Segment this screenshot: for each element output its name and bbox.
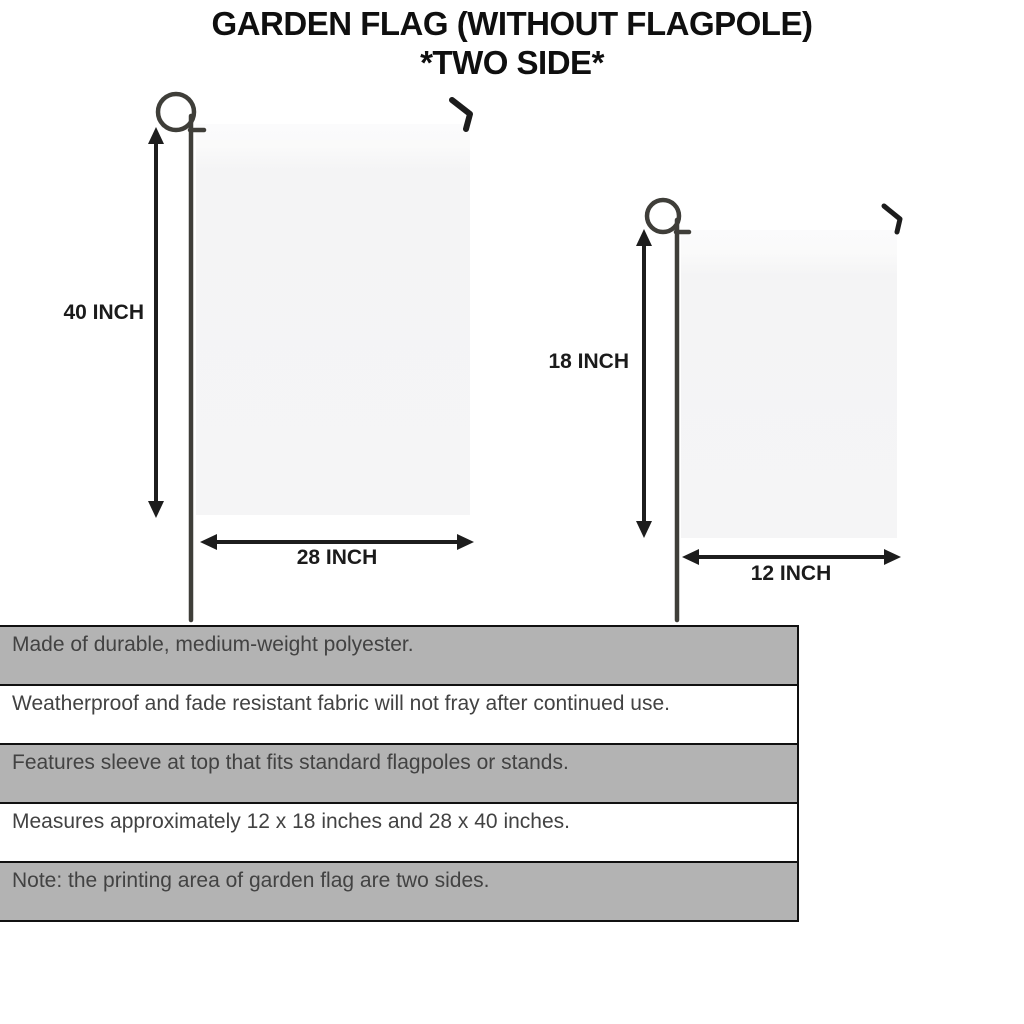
page-title-line1: GARDEN FLAG (WITHOUT FLAGPOLE) [211, 5, 813, 42]
pole-hook-icon [452, 100, 470, 129]
feature-row: Weatherproof and fade resistant fabric will not fray after continued use. [0, 684, 797, 743]
pole-loop-icon [158, 94, 194, 130]
small-flag-width-label: 12 INCH [750, 562, 832, 585]
feature-row: Made of durable, medium-weight polyester. [0, 627, 797, 684]
large-flag-height-label: 40 INCH [63, 301, 144, 324]
feature-row: Measures approximately 12 x 18 inches and 28 x 40 inches. [0, 802, 797, 861]
height-arrow-small [636, 229, 652, 538]
feature-table [0, 625, 799, 922]
large-flag-width-label: 28 INCH [296, 546, 378, 569]
pole-loop-icon [647, 200, 679, 232]
large-flag-pole [158, 94, 204, 620]
pole-hook-icon [884, 206, 900, 232]
page-title-line2: *TWO SIDE* [420, 44, 604, 81]
height-arrow-large [148, 127, 164, 518]
small-flag-height-label: 18 INCH [548, 350, 629, 373]
feature-row: Note: the printing area of garden flag are two sides. [0, 861, 797, 920]
feature-row: Features sleeve at top that fits standard flagpoles or stands. [0, 743, 797, 802]
